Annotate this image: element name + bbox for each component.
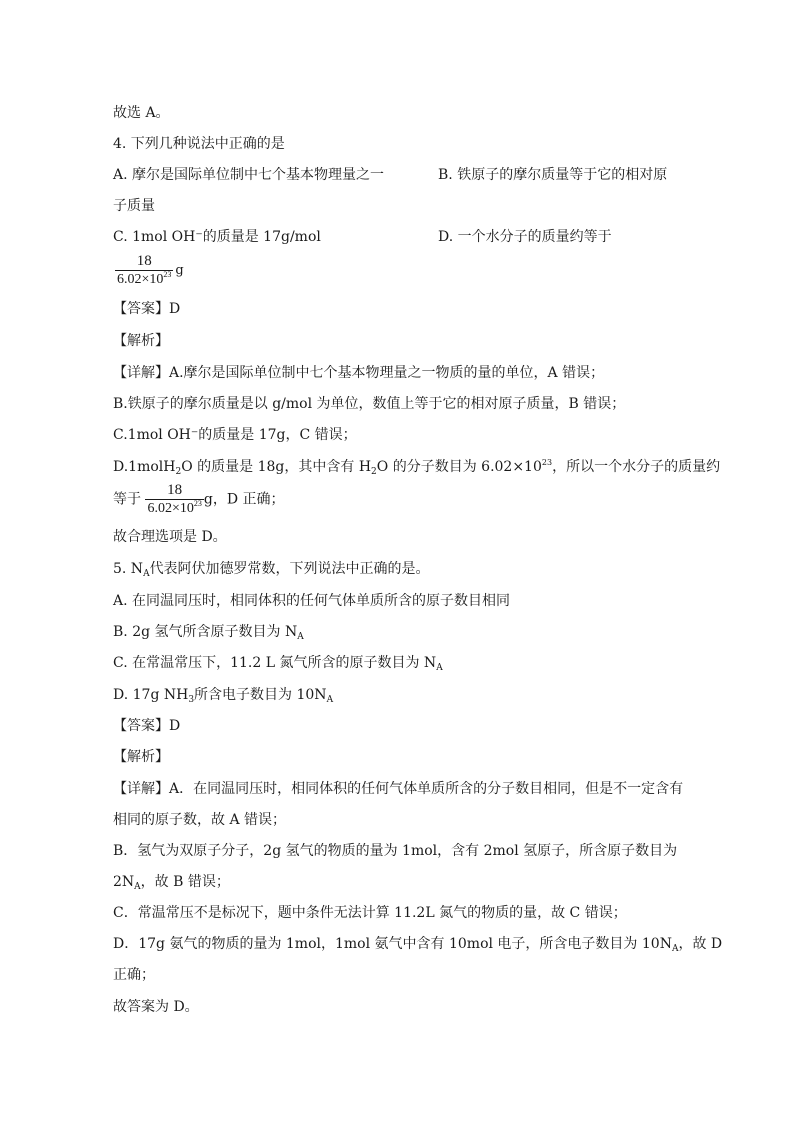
q5-conclusion: 故答案为 D。 bbox=[113, 999, 199, 1015]
q4-conclusion: 故合理选项是 D。 bbox=[113, 529, 227, 545]
q4-detail-b: B.铁原子的摩尔质量是以 g/mol 为单位，数值上等于它的相对原子质量，B 错误； bbox=[113, 396, 626, 412]
q5-detail-b-line2: $2N_A$，故 B 错误； bbox=[113, 874, 230, 892]
fraction-numerator: 18 bbox=[145, 481, 203, 500]
q5-detail-c: C．常温常压不是标况下，题中条件无法计算 11.2L 氮气的物质的量，故 C 错误； bbox=[113, 905, 627, 921]
q5-stem: 5. $N_A$代表阿伏加德罗常数，下列说法中正确的是。 bbox=[113, 561, 430, 579]
q5-detail-b-line1: B．氢气为双原子分子，2g 氢气的物质的量为 1mol，含有 2mol 氢原子，所含原子数目为 bbox=[113, 843, 678, 859]
q4-analysis-heading: 【解析】 bbox=[113, 333, 169, 349]
q4-option-b-cont: 子质量 bbox=[113, 198, 155, 214]
fraction-denominator: $6.02\times 10^{23}$ bbox=[147, 499, 202, 516]
q5-option-b: B. 2g 氢气所含原子数目为 $N_A$ bbox=[113, 624, 304, 642]
q4-detail-d-line2: 等于 $\frac{18}{6.02\times 10^{23}}$ g，D 正确； bbox=[113, 482, 285, 516]
q5-detail-d-line1: D．17g 氨气的物质的量为 1mol，1mol 氨气中含有 10mol 电子，所含电子数目为 $10N_A$，故 D bbox=[113, 936, 723, 954]
q5-option-a: A. 在同温同压时，相同体积的任何气体单质所含的原子数目相同 bbox=[113, 593, 511, 609]
q4-detail-d-line1: D.1molH$_2$O 的质量是 18g，其中含有 $H_2O$ 的分子数目为 $6.02\times 10^{23}$，所以一个水分子的质量约 bbox=[113, 458, 721, 477]
q4-option-b: B. 铁原子的摩尔质量等于它的相对原 bbox=[438, 167, 668, 183]
q4-option-d: D. 一个水分子的质量约等于 bbox=[438, 229, 612, 245]
fraction bbox=[115, 252, 173, 289]
q4-option-a: A. 摩尔是国际单位制中七个基本物理量之一 bbox=[113, 167, 385, 183]
q4-stem: 4. 下列几种说法中正确的是 bbox=[113, 136, 285, 152]
q4-option-c: C. 1mol OH⁻的质量是 17g/mol bbox=[113, 229, 321, 245]
fraction-numerator: 18 bbox=[115, 252, 173, 271]
fraction bbox=[145, 481, 203, 518]
q5-detail-a-line2: 相同的原子数，故 A 错误； bbox=[113, 812, 287, 828]
q5-detail-a-line1: 【详解】A．在同温同压时，相同体积的任何气体单质所含的分子数目相同，但是不一定含有 bbox=[113, 781, 684, 797]
q4-detail-a: 【详解】A.摩尔是国际单位制中七个基本物理量之一物质的量的单位，A 错误； bbox=[113, 365, 605, 381]
fraction-denominator: $6.02\times 10^{23}$ bbox=[117, 270, 172, 287]
q5-detail-d-line2: 正确； bbox=[113, 967, 155, 983]
q3-conclusion: 故选 A。 bbox=[113, 105, 170, 121]
q5-analysis-heading: 【解析】 bbox=[113, 749, 169, 765]
q4-option-d-fraction bbox=[115, 252, 184, 289]
q5-option-d: D. 17g $NH_3$所含电子数目为 $10N_A$ bbox=[113, 687, 334, 705]
fraction-unit: g bbox=[175, 262, 184, 278]
q4-answer: 【答案】D bbox=[113, 301, 181, 317]
q5-answer: 【答案】D bbox=[113, 718, 181, 734]
q4-detail-c: C.1mol OH⁻的质量是 17g，C 错误； bbox=[113, 427, 357, 443]
q5-option-c: C. 在常温常压下，11.2 L 氮气所含的原子数目为 $N_A$ bbox=[113, 655, 443, 673]
